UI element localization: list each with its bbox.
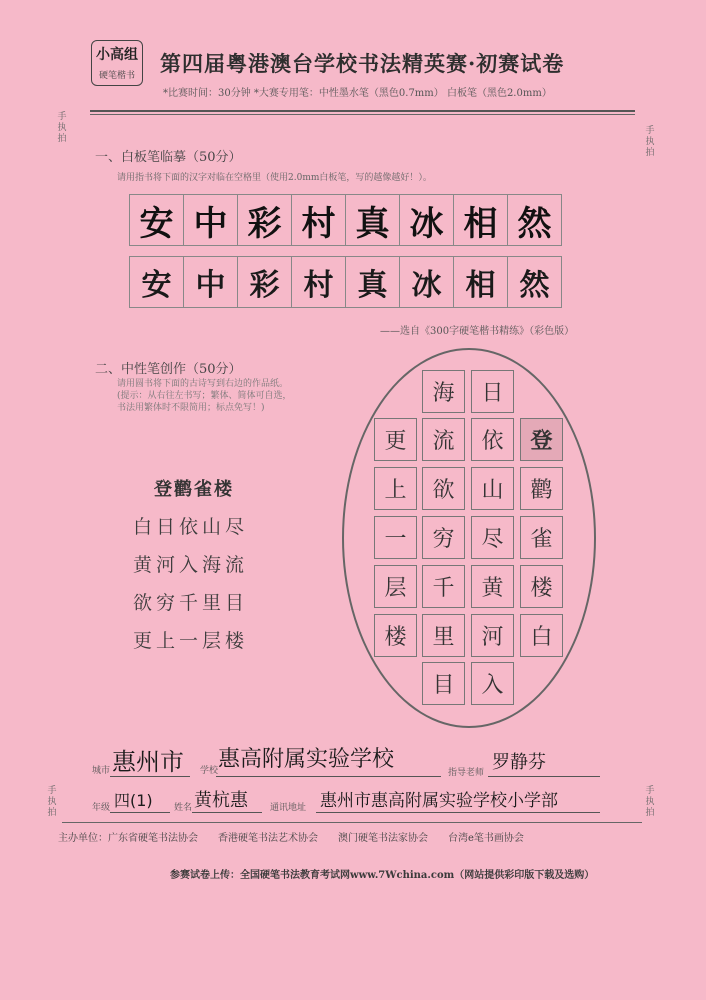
written-char-cell: 安 [129,256,184,308]
model-char-cell: 然 [507,194,562,246]
poem-line: 欲穷千里目 [133,592,249,614]
work-grid-cell: 山 [471,467,514,510]
school-value: 惠高附属实验学校 [218,747,395,772]
school-underline [216,776,441,777]
city-underline [110,776,190,777]
left-side-mark: 手执拍 [57,112,67,144]
address-underline [316,812,600,813]
written-char-cell: 中 [183,256,238,308]
work-grid-cell: 入 [471,662,514,705]
upload-info: 参赛试卷上传：全国硬笔书法教育考试网www.7Wchina.com（网站提供彩印版下载及选购） [170,870,595,881]
group-badge [91,40,143,86]
page-subtitle: *比赛时间：30分钟 *大赛专用笔：中性墨水笔（黑色0.7mm） 白板笔（黑色2.0mm） [163,88,552,99]
header-divider [90,110,635,112]
instruction-line: 书法用繁体时不限简用；标点免写！) [117,403,265,413]
written-char-row [130,256,562,308]
work-grid-cell: 里 [422,614,465,657]
work-grid-cell: 千 [422,565,465,608]
badge-group: 小高组 [96,47,138,63]
model-char-cell: 安 [129,194,184,246]
model-char-cell: 中 [183,194,238,246]
model-source-credit: ——选自《300字硬笔楷书精练》（彩色版） [380,326,575,337]
model-char-cell: 真 [345,194,400,246]
poem-line: 黄河入海流 [133,554,249,576]
right-side-mark-bottom: 手执拍 [645,786,655,818]
poem-line: 白日依山尽 [133,516,249,538]
instruction-line: (提示：从右往左书写；繁体、简体可自选， [117,391,292,401]
work-grid-cell: 登 [520,418,563,461]
instruction-line: 请用圆书将下面的古诗写到右边的作品纸。 [117,379,289,389]
poem-line: 更上一层楼 [133,630,249,652]
written-char-cell: 村 [291,256,346,308]
address-value: 惠州市惠高附属实验学校小学部 [320,791,558,811]
work-grid-cell: 欲 [422,467,465,510]
work-grid-cell: 目 [422,662,465,705]
section2-instructions [117,378,292,414]
address-label: 通讯地址 [270,803,307,813]
teacher-underline [488,776,600,777]
work-grid-cell: 鹳 [520,467,563,510]
work-grid-cell: 日 [471,370,514,413]
work-grid-cell: 一 [374,516,417,559]
city-label: 城市 [92,766,111,776]
work-grid-cell: 依 [471,418,514,461]
written-char-cell: 冰 [399,256,454,308]
work-grid-cell: 河 [471,614,514,657]
footer-divider [62,822,642,823]
work-grid-cell: 上 [374,467,417,510]
teacher-label: 指导老师 [448,768,485,778]
badge-style: 硬笔楷书 [98,71,135,81]
section1-instructions: 请用指书将下面的汉字对临在空格里（使用2.0mm白板笔，写的越像越好！）。 [117,173,432,183]
name-underline [192,812,262,813]
model-char-grid [130,194,562,308]
grade-underline [110,812,170,813]
section1-heading: 一、白板笔临摹（50分） [95,150,242,165]
work-grid-cell: 层 [374,565,417,608]
written-char-cell: 相 [453,256,508,308]
work-grid-cell: 更 [374,418,417,461]
header-divider-thin [90,114,635,115]
organizers: 主办单位：广东省硬笔书法协会 香港硬笔书法艺术协会 澳门硬笔书法家协会 台湾e笔书画协会 [58,833,524,844]
work-grid-cell: 穷 [422,516,465,559]
name-value: 黄杭惠 [194,790,248,811]
page-title: 第四届粤港澳台学校书法精英赛·初赛试卷 [160,51,565,76]
written-char-cell: 彩 [237,256,292,308]
city-value: 惠州市 [112,748,184,776]
work-grid-cell: 白 [520,614,563,657]
work-grid-cell: 尽 [471,516,514,559]
written-char-cell: 真 [345,256,400,308]
section2-heading: 二、中性笔创作（50分） [95,362,242,377]
work-grid-cell: 雀 [520,516,563,559]
work-grid-cell: 楼 [374,614,417,657]
school-label: 学校 [200,766,219,776]
model-char-cell: 相 [453,194,508,246]
model-char-cell: 彩 [237,194,292,246]
grade-value: 四(1) [114,791,153,810]
name-label: 姓名 [174,803,193,813]
grade-label: 年级 [92,803,111,813]
model-char-row [130,194,562,246]
model-char-cell: 冰 [399,194,454,246]
right-side-mark: 手执拍 [645,126,655,158]
written-char-cell: 然 [507,256,562,308]
poem-title: 登鹳雀楼 [154,479,234,500]
left-side-mark-bottom: 手执拍 [47,786,57,818]
work-grid-cell: 楼 [520,565,563,608]
work-grid-cell: 海 [422,370,465,413]
model-char-cell: 村 [291,194,346,246]
work-grid-cell: 流 [422,418,465,461]
teacher-value: 罗静芬 [492,752,546,773]
work-grid-cell: 黄 [471,565,514,608]
